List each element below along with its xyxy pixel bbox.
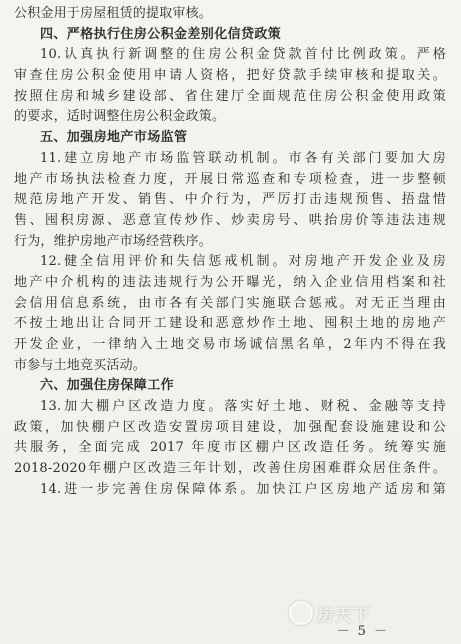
paragraph-line: 市参与土地竞买活动。: [14, 357, 147, 373]
paragraph-first-line: 13.加大棚户区改造力度。落实好土地、财税、金融等支持: [40, 399, 446, 415]
paragraph-line: 共服务，全面完成 2017 年度市区棚户区改造任务。统筹实施: [14, 440, 446, 456]
paragraph-first-line: 14.进一步完善住房保障体系。加快江户区房地产适房和第: [40, 481, 446, 497]
paragraph-line: 不按土地出让合同开工建设和恶意炒作土地、囤积土地的房地产: [14, 316, 446, 332]
paragraph-line: 公积金用于房屋租赁的提取审核。: [14, 6, 213, 21]
paragraph-line: 政策，加快棚户区改造安置房项目建设，加强配套设施建设和公: [14, 419, 446, 435]
watermark-text: 房天下: [317, 605, 371, 626]
paragraph-line: 2018-2020年棚户区改造三年计划，改善住房困难群众居住条件。: [14, 461, 446, 477]
paragraph-line: 按照住房和城乡建设部、省住建厅全面规范住房公积金使用政策: [14, 88, 446, 104]
paragraph-line: 行为，维护房地产市场经营秩序。: [14, 233, 213, 249]
watermark-logo-icon: [289, 601, 313, 625]
paragraph-line: 的要求，适时调整住房公积金政策。: [14, 109, 226, 125]
section-heading: 四、严格执行住房公积金差别化信贷政策: [40, 26, 282, 42]
paragraph-line: 会信用信息系统，由市各有关部门实施联合惩戒。对无正当理由: [14, 295, 446, 311]
paragraph-line: 地产市场执法检查力度，开展日常巡查和专项检查，进一步整顿: [14, 171, 446, 187]
section-heading: 六、加强住房保障工作: [40, 378, 175, 394]
paragraph-line: 地产中介机构的违法违规行为公开曝光，纳入企业信用档案和社: [14, 274, 446, 290]
paragraph-line: 规范房地产开发、销售、中介行为，严厉打击违规预售、捂盘惜: [14, 192, 446, 208]
paragraph-first-line: 10.认真执行新调整的住房公积金贷款首付比例政策。严格: [40, 47, 446, 63]
paragraph-first-line: 11.建立房地产市场监管联动机制。市各有关部门要加大房: [40, 150, 446, 166]
paragraph-line: 审查住房公积金使用申请人资格，把好贷款手续审核和提取关。: [14, 68, 446, 84]
paragraph-line: 开发企业，一律纳入土地交易市场诚信黑名单，2年内不得在我: [14, 337, 446, 352]
paragraph-line: 售、囤积房源、恶意宣传炒作、炒卖房号、哄抬房价等违法违规: [14, 212, 446, 228]
page-number: － 5 －: [336, 624, 389, 639]
document-body: [14, 4, 446, 501]
paragraph-first-line: 12.健全信用评价和失信惩戒机制。对房地产开发企业及房: [40, 254, 446, 270]
section-heading: 五、加强房地产市场监管: [40, 130, 188, 146]
